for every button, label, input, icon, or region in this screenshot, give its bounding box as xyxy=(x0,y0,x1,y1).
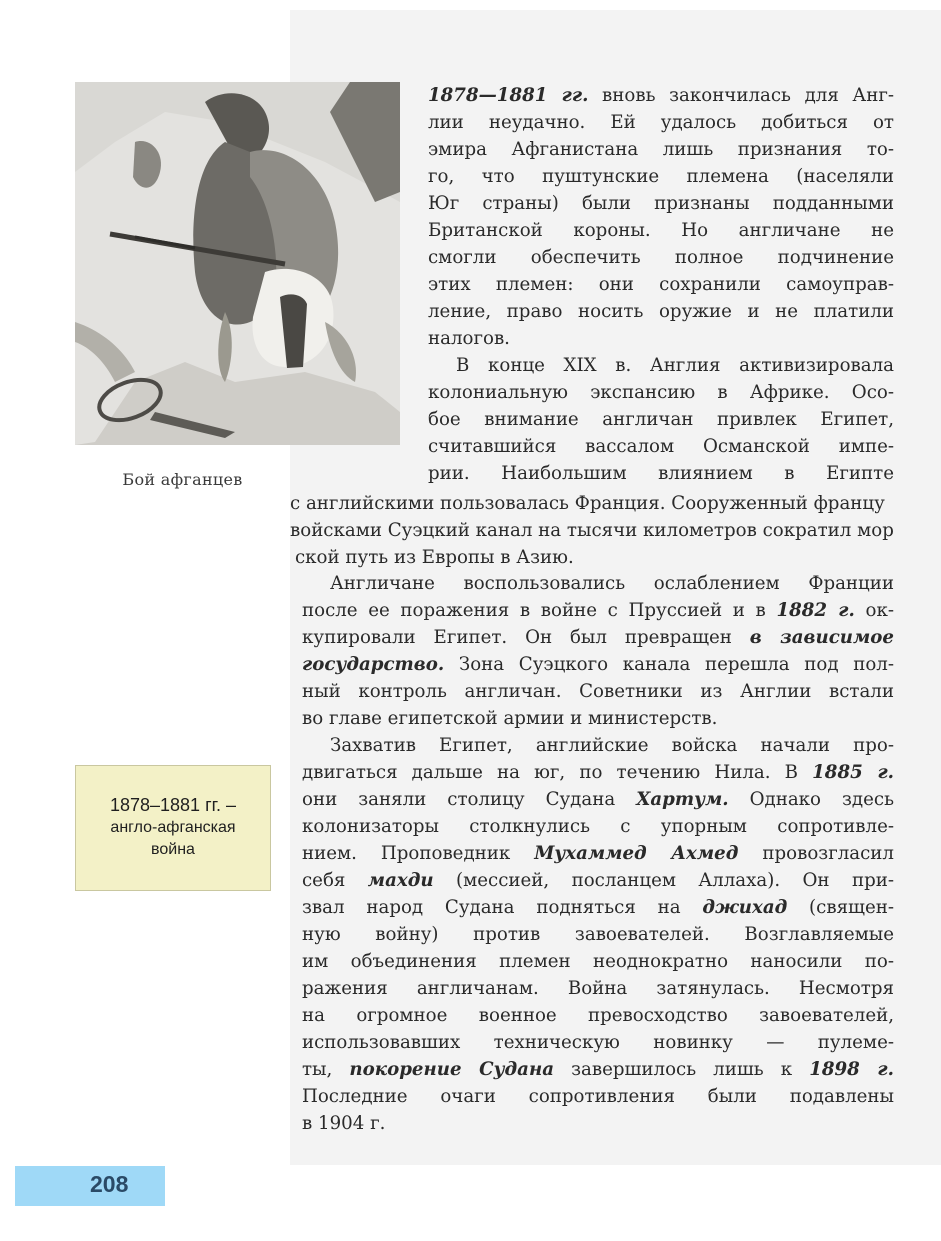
text-line: Последние очаги сопротивления были подавлены xyxy=(302,1086,894,1107)
text-line: ты, покорение Судана завершилось лишь к 1898 г. xyxy=(302,1059,894,1080)
text-line: эмира Афганистана лишь признания то- xyxy=(428,139,894,160)
text-line: ный контроль англичан. Советники из Англии встали xyxy=(302,681,894,702)
text-line: Британской короны. Но англичане не xyxy=(428,220,894,241)
text-line: в 1904 г. xyxy=(302,1113,386,1134)
text-line: колонизаторы столкнулись с упорным сопротивле- xyxy=(302,816,894,837)
text-line: государство. Зона Суэцкого канала перешла под пол- xyxy=(302,654,894,675)
text-line: нием. Проповедник Мухаммед Ахмед провозгласил xyxy=(302,843,894,864)
text-line: лии неудачно. Ей удалось добиться от xyxy=(428,112,894,133)
sidenote-body: англо-афганская война xyxy=(110,819,236,858)
text-line: себя махди (мессией, посланцем Аллаха). Он при- xyxy=(302,870,894,891)
text-line: им объединения племен неоднократно наносили по- xyxy=(302,951,894,972)
engraving-icon xyxy=(75,82,400,445)
text-line: Англичане воспользовались ослаблением Франции xyxy=(330,573,894,594)
text-line: бое внимание англичан привлек Египет, xyxy=(428,409,894,430)
text-line: во главе египетской армии и министерств. xyxy=(302,708,718,729)
text-line: колониальную экспансию в Африке. Осо- xyxy=(428,382,894,403)
text-line: после ее поражения в войне с Пруссией и в 1882 г. ок- xyxy=(302,600,894,621)
page-number: 208 xyxy=(90,1171,129,1197)
text-line: этих племен: они сохранили самоуправ- xyxy=(428,274,894,295)
text-line: Захватив Египет, английские войска начали про- xyxy=(330,735,894,756)
text-line: купировали Египет. Он был превращен в зависимое xyxy=(302,627,894,648)
text-line: войсками Суэцкий канал на тысячи километров сократил мор xyxy=(290,520,894,541)
text-line: двигаться дальше на юг, по течению Нила. В 1885 г. xyxy=(302,762,894,783)
text-line: с английскими пользовалась Франция. Сооруженный францу xyxy=(290,493,885,514)
text-line: они заняли столицу Судана Хартум. Однако здесь xyxy=(302,789,894,810)
text-line: налогов. xyxy=(428,328,510,349)
text-line: считавшийся вассалом Османской импе- xyxy=(428,436,894,457)
text-line: ской путь из Европы в Азию. xyxy=(295,547,574,568)
text-line: смогли обеспечить полное подчинение xyxy=(428,247,894,268)
text-line: на огромное военное превосходство завоевателей, xyxy=(302,1005,894,1026)
text-line: использовавших техническую новинку — пулеме- xyxy=(302,1032,894,1053)
text-line: Юг страны) были признаны подданными xyxy=(428,193,894,214)
figure-caption: Бой афганцев xyxy=(122,470,243,489)
text-line: ражения англичанам. Война затянулась. Несмотря xyxy=(302,978,894,999)
text-line: ление, право носить оружие и не платили xyxy=(428,301,894,322)
text-line: 1878—1881 гг. вновь закончилась для Анг- xyxy=(428,85,894,106)
text-line: В конце XIX в. Англия активизировала xyxy=(456,355,894,376)
text-line: рии. Наибольшим влиянием в Египте xyxy=(428,463,894,484)
sidenote-title: 1878–1881 гг. – xyxy=(109,795,237,815)
text-line: ную войну) против завоевателей. Возглавляемые xyxy=(302,924,894,945)
text-line: звал народ Судана подняться на джихад (священ- xyxy=(302,897,894,918)
text-line: го, что пуштунские племена (населяли xyxy=(428,166,894,187)
date-sidenote xyxy=(75,765,271,891)
battle-illustration xyxy=(75,82,400,445)
